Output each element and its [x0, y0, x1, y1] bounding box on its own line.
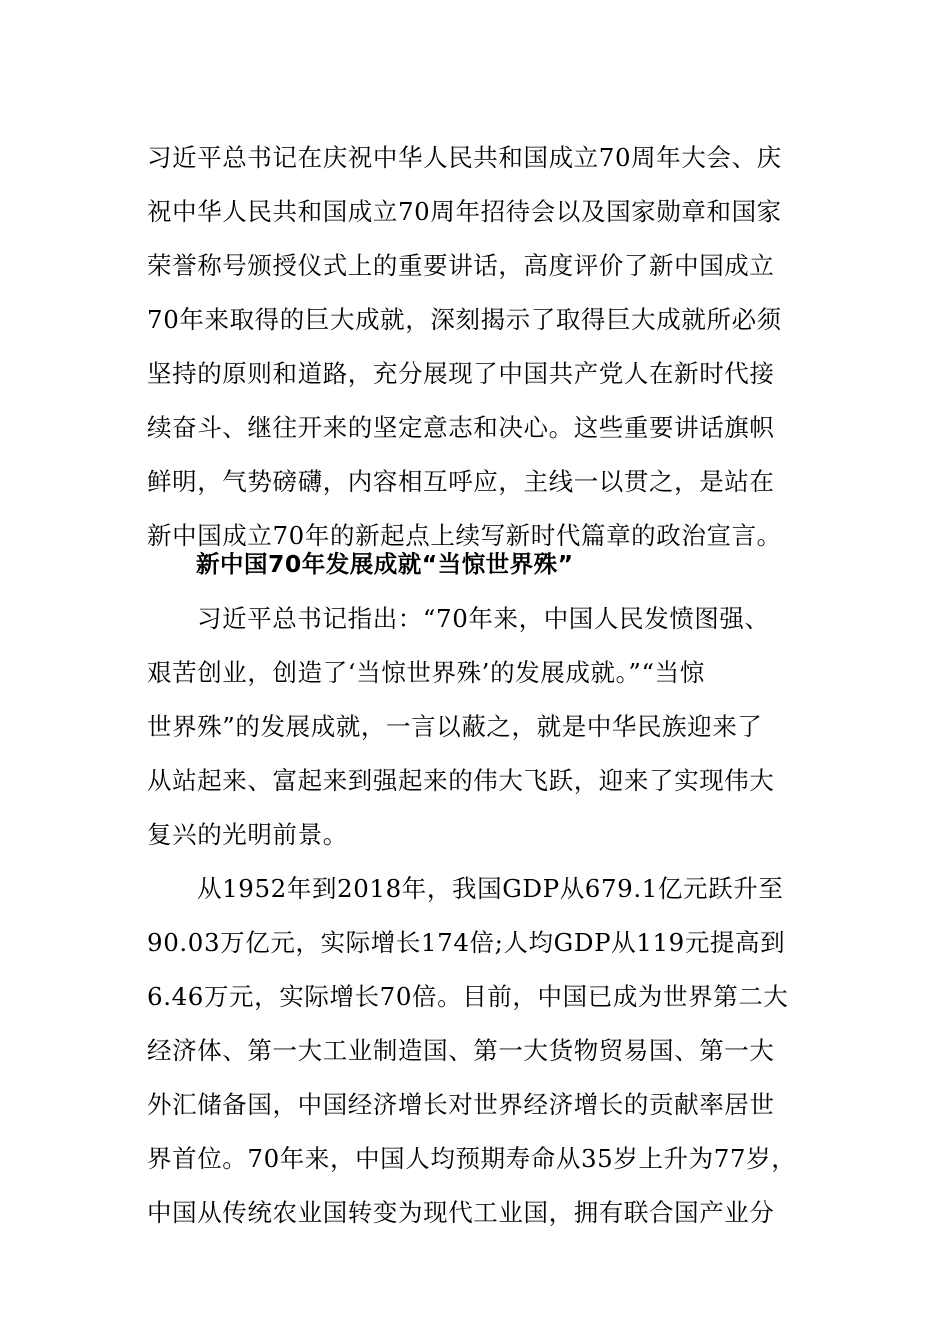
paragraph-achievements	[147, 592, 807, 862]
paragraph-intro	[147, 131, 807, 563]
paragraph-line: 鲜明，气势磅礴，内容相互呼应，主线一以贯之，是站在	[147, 467, 775, 496]
paragraph-line: 界首位。70年来，中国人均预期寿命从35岁上升为77岁，	[147, 1144, 797, 1173]
paragraph-line: 荣誉称号颁授仪式上的重要讲话，高度评价了新中国成立	[147, 251, 775, 280]
paragraph-line: 复兴的光明前景。	[147, 820, 348, 849]
paragraph-line: 从1952年到2018年，我国GDP从679.1亿元跃升至	[197, 874, 784, 903]
paragraph-line: 中国从传统农业国转变为现代工业国，拥有联合国产业分	[147, 1198, 775, 1227]
paragraph-line: 坚持的原则和道路，充分展现了中国共产党人在新时代接	[147, 359, 775, 388]
section-heading: 新中国70年发展成就“当惊世界殊”	[196, 550, 574, 578]
paragraph-line: 新中国成立70年的新起点上续写新时代篇章的政治宣言。	[147, 521, 782, 550]
paragraph-line: 6.46万元，实际增长70倍。目前，中国已成为世界第二大	[147, 982, 789, 1011]
paragraph-line: 习近平总书记指出：“70年来，中国人民发愤图强、	[197, 604, 770, 633]
paragraph-line: 世界殊”的发展成就，一言以蔽之，就是中华民族迎来了	[147, 712, 763, 741]
paragraph-gdp	[147, 862, 807, 1240]
paragraph-line: 外汇储备国，中国经济增长对世界经济增长的贡献率居世	[147, 1090, 775, 1119]
paragraph-line: 90.03万亿元，实际增长174倍;人均GDP从119元提高到	[147, 928, 786, 957]
paragraph-line: 艰苦创业，创造了‘当惊世界殊’的发展成就。”“当惊	[147, 658, 705, 687]
paragraph-line: 祝中华人民共和国成立70周年招待会以及国家勋章和国家	[147, 197, 782, 226]
paragraph-line: 经济体、第一大工业制造国、第一大货物贸易国、第一大	[147, 1036, 775, 1065]
paragraph-line: 从站起来、富起来到强起来的伟大飞跃，迎来了实现伟大	[147, 766, 775, 795]
paragraph-line: 习近平总书记在庆祝中华人民共和国成立70周年大会、庆	[147, 143, 782, 172]
paragraph-line: 70年来取得的巨大成就，深刻揭示了取得巨大成就所必须	[147, 305, 782, 334]
paragraph-line: 续奋斗、继往开来的坚定意志和决心。这些重要讲话旗帜	[147, 413, 775, 442]
